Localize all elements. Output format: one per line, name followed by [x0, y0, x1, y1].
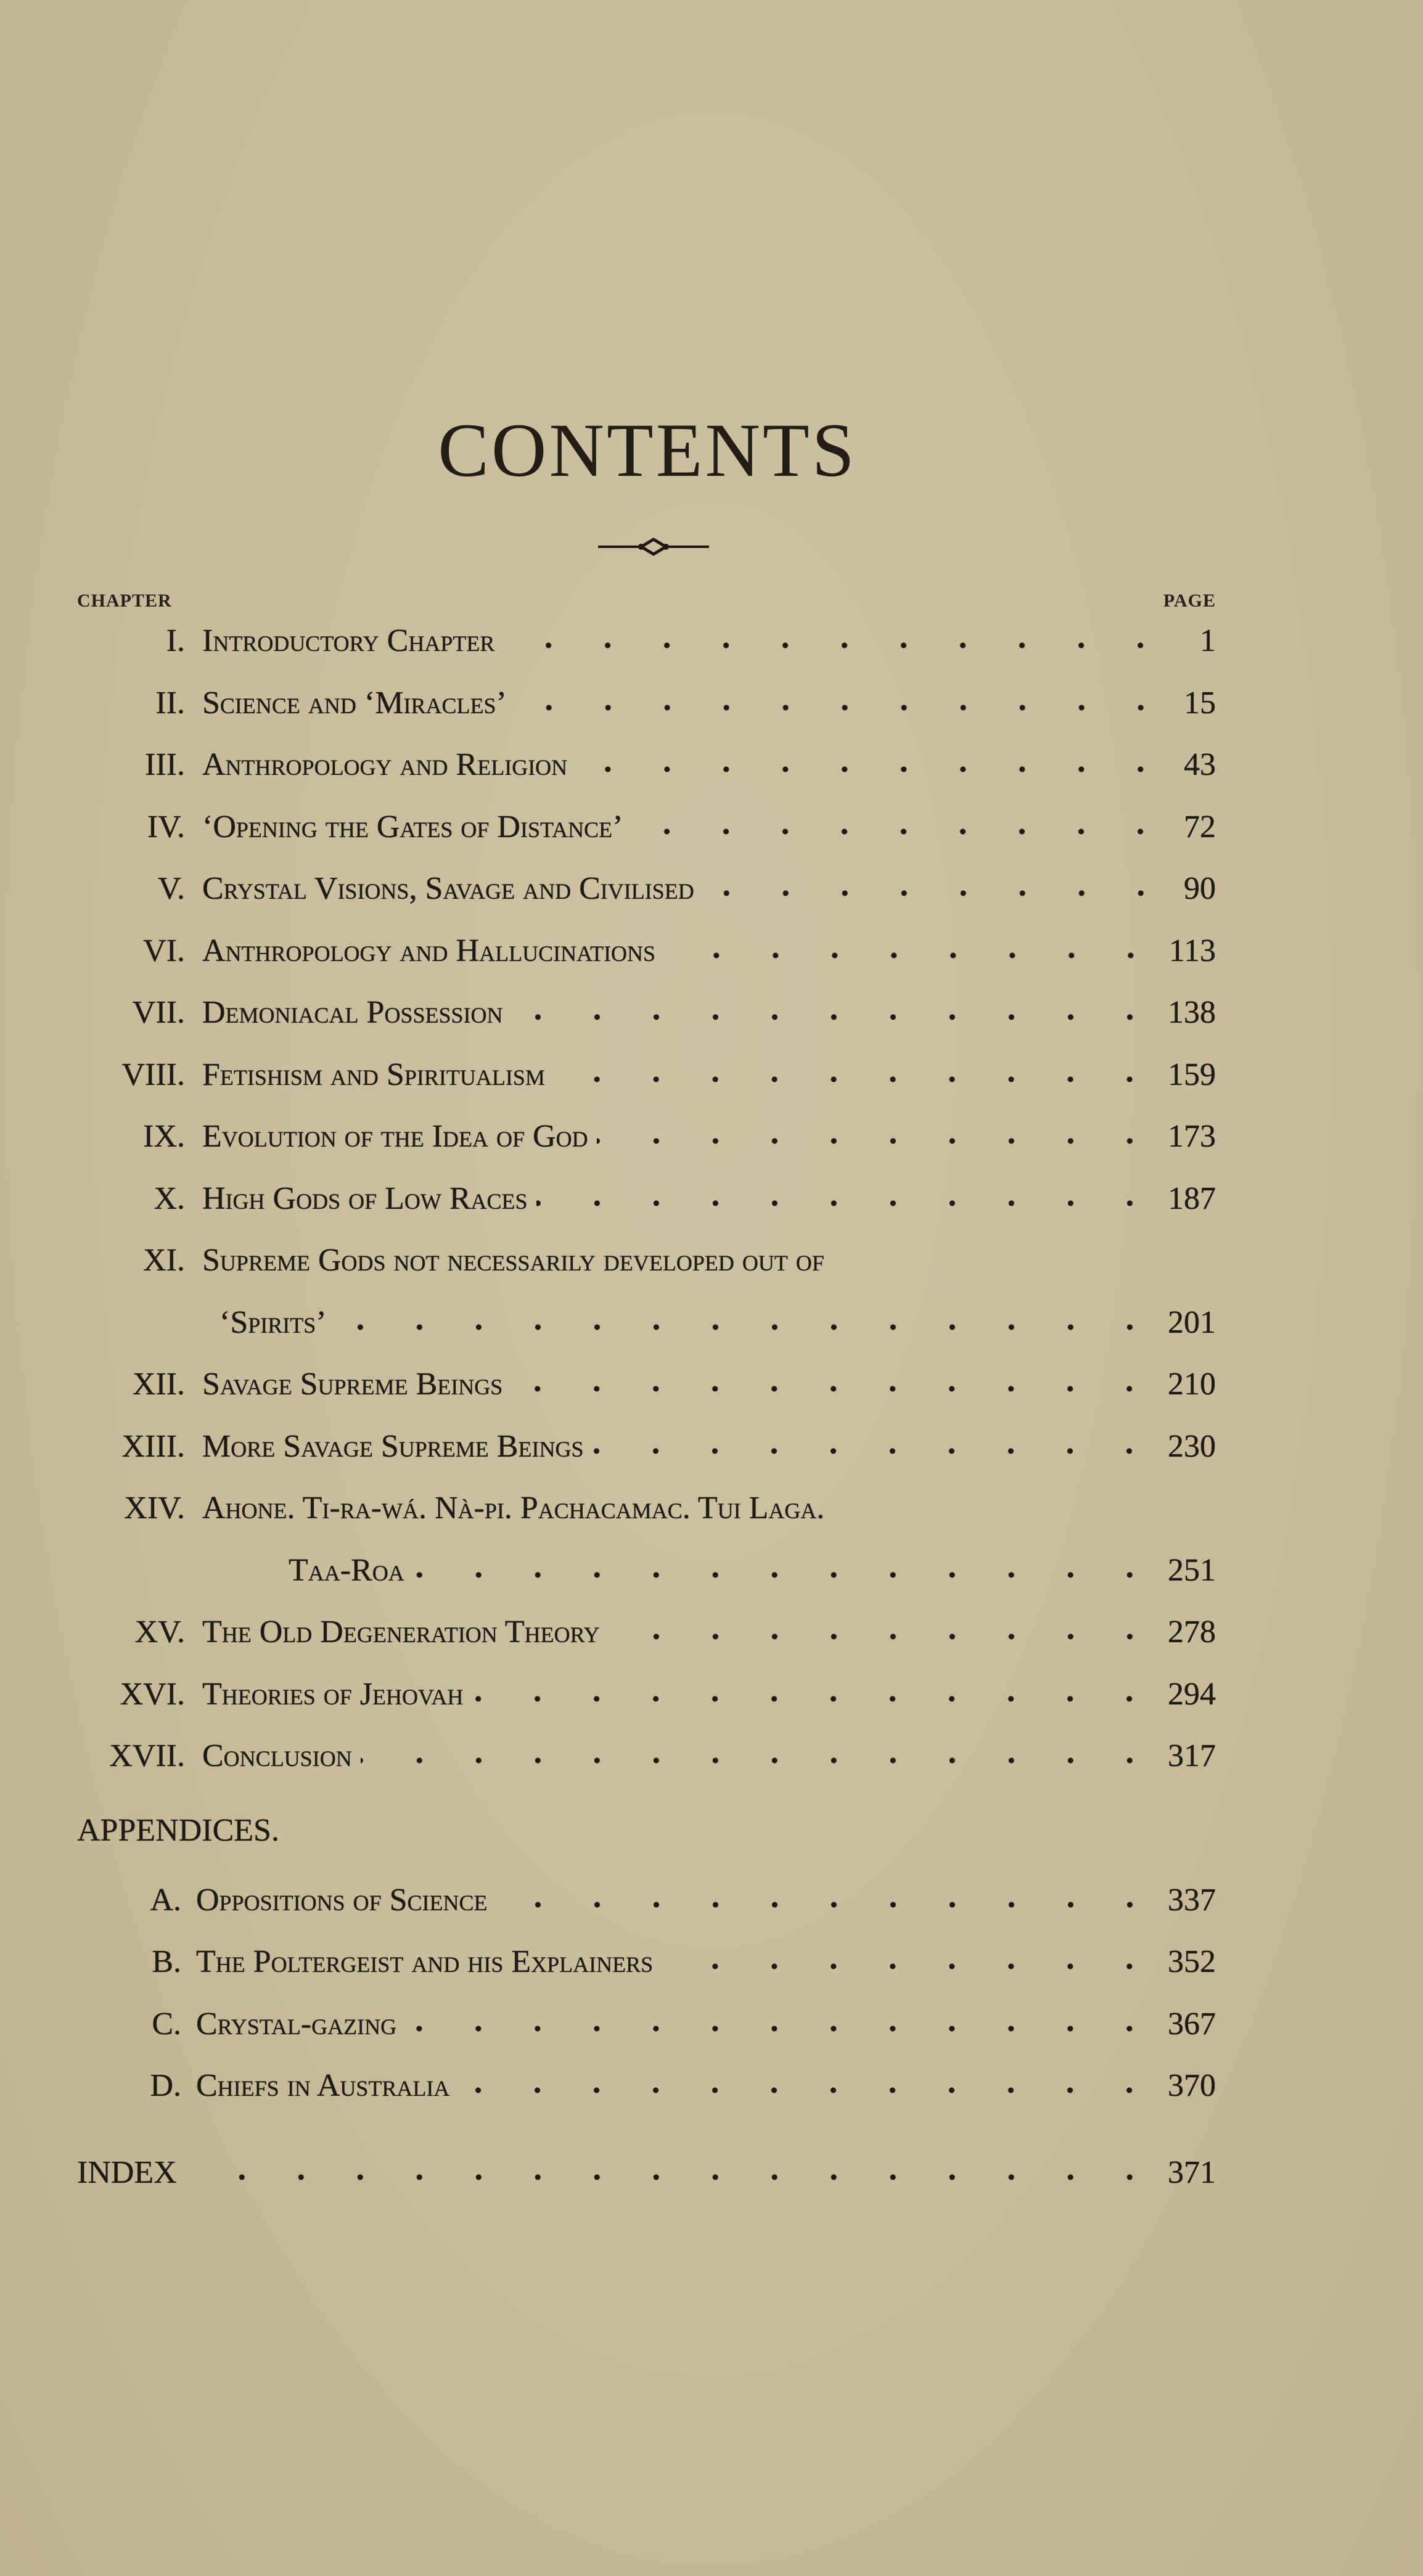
chapter-page: 210 [1168, 1367, 1216, 1402]
chapter-title: Supreme Gods not necessarily developed out of [202, 1243, 824, 1278]
chapter-entry[interactable] [0, 1242, 1216, 1285]
chapter-number: XIV. [124, 1490, 185, 1526]
chapter-page: 173 [1168, 1119, 1216, 1154]
chapter-number: XVII. [109, 1738, 185, 1773]
chapter-number: XI. [143, 1243, 185, 1278]
dot-leader [335, 1323, 1159, 1331]
dot-leader [496, 1900, 1159, 1909]
appendix-title: Oppositions of Science [196, 1882, 488, 1918]
chapter-number: II. [155, 685, 185, 721]
dot-leader [472, 1695, 1159, 1703]
chapter-title-continued: ‘Spirits’ [219, 1304, 327, 1340]
appendix-page: 367 [1168, 2006, 1216, 2042]
dot-leader [554, 1075, 1159, 1084]
chapter-entry[interactable] [0, 623, 1216, 666]
dot-leader [511, 1384, 1159, 1393]
chapter-page: 294 [1168, 1676, 1216, 1712]
chapter-title: Fetishism and Spiritualism [202, 1057, 545, 1092]
chapter-page: 317 [1168, 1738, 1216, 1773]
chapter-entry[interactable] [0, 933, 1216, 976]
appendix-title: Chiefs in Australia [196, 2068, 450, 2103]
chapter-entry[interactable] [0, 994, 1216, 1037]
chapter-number: XII. [132, 1367, 185, 1402]
chapter-entry[interactable] [0, 809, 1216, 852]
chapter-entry[interactable] [0, 746, 1216, 790]
chapter-entry[interactable] [0, 1614, 1216, 1657]
dot-leader [413, 1571, 1159, 1579]
chapter-title: ‘Opening the Gates of Distance’ [202, 809, 623, 844]
chapter-number: I. [166, 623, 185, 658]
chapter-title: High Gods of Low Races [202, 1180, 528, 1216]
chapter-title: Conclusion [202, 1738, 352, 1773]
chapter-entry[interactable] [0, 1428, 1216, 1471]
chapter-number: X. [154, 1180, 185, 1216]
chapter-title: Evolution of the Idea of God [202, 1119, 588, 1154]
chapter-entry[interactable] [0, 1738, 1216, 1781]
appendix-letter: C. [152, 2006, 181, 2042]
dot-leader [609, 1632, 1159, 1641]
chapter-page: 278 [1168, 1614, 1216, 1650]
chapter-title: Ahone. Ti-ra-wá. Nà-pi. Pachacamac. Tui Laga. [202, 1490, 825, 1526]
chapter-entry[interactable] [0, 1180, 1216, 1224]
chapter-title: Savage Supreme Beings [202, 1367, 503, 1402]
chapter-title: Science and ‘Miracles’ [202, 685, 507, 721]
chapter-page: 72 [1184, 809, 1216, 844]
chapter-entry[interactable] [0, 1057, 1216, 1100]
chapter-number: XIII. [121, 1428, 185, 1464]
dot-leader [664, 951, 1160, 960]
chapter-entry-continued[interactable] [0, 1552, 1216, 1595]
chapter-entry[interactable] [0, 1366, 1216, 1409]
appendix-entry[interactable] [0, 1882, 1216, 1925]
chapter-column-label: CHAPTER [77, 591, 172, 611]
dot-leader [515, 703, 1170, 712]
appendix-letter: B. [152, 1944, 181, 1979]
appendix-title: The Poltergeist and his Explainers [196, 1944, 654, 1979]
dot-leader [576, 765, 1170, 774]
chapter-number: VIII. [121, 1057, 185, 1092]
dot-leader [597, 1137, 1159, 1145]
dot-leader [631, 827, 1170, 836]
chapter-entry[interactable] [0, 870, 1216, 914]
chapter-number: IV. [147, 809, 185, 844]
chapter-title: Demoniacal Possession [202, 995, 503, 1030]
dot-leader [536, 1199, 1159, 1208]
chapter-title: More Savage Supreme Beings [202, 1428, 584, 1464]
chapter-entry[interactable] [0, 1676, 1216, 1719]
dot-leader [405, 2024, 1159, 2033]
chapter-title: Introductory Chapter [202, 623, 495, 658]
chapter-number: III. [145, 747, 185, 782]
chapter-page: 251 [1168, 1552, 1216, 1588]
ornament-divider-icon [592, 538, 715, 556]
chapter-title-continued: Taa-Roa [289, 1552, 404, 1588]
chapter-number: VI. [143, 933, 185, 968]
page-title: CONTENTS [438, 408, 857, 493]
dot-leader [592, 1447, 1159, 1455]
appendix-title: Crystal-gazing [196, 2006, 397, 2042]
page-column-label: PAGE [1163, 591, 1216, 611]
dot-leader [458, 2086, 1159, 2095]
chapter-page: 113 [1168, 933, 1216, 968]
appendix-entry[interactable] [0, 2067, 1216, 2111]
dot-leader [703, 889, 1170, 898]
index-entry[interactable] [77, 2154, 1216, 2191]
appendix-letter: A. [150, 1882, 181, 1918]
chapter-title: Anthropology and Religion [202, 747, 568, 782]
appendix-entry[interactable] [0, 1944, 1216, 1987]
chapter-title: Theories of Jehovah [202, 1676, 464, 1712]
chapter-page: 159 [1168, 1057, 1216, 1092]
chapter-page: 1 [1200, 623, 1216, 658]
chapter-page: 15 [1184, 685, 1216, 721]
appendices-heading: APPENDICES. [77, 1812, 279, 1848]
chapter-number: V. [158, 871, 185, 906]
chapter-title: The Old Degeneration Theory [202, 1614, 600, 1650]
index-page: 371 [1168, 2154, 1216, 2190]
chapter-entry-continued[interactable] [0, 1304, 1216, 1347]
appendix-page: 337 [1168, 1882, 1216, 1918]
dot-leader [503, 641, 1170, 650]
appendix-letter: D. [150, 2068, 181, 2103]
chapter-page: 138 [1168, 995, 1216, 1030]
appendix-entry[interactable] [0, 2006, 1216, 2049]
chapter-number: XVI. [120, 1676, 185, 1712]
appendix-page: 370 [1168, 2068, 1216, 2103]
chapter-number: VII. [132, 995, 185, 1030]
dot-leader [186, 2173, 1159, 2181]
chapter-entry[interactable] [0, 1118, 1216, 1161]
dot-leader [361, 1756, 1159, 1765]
chapter-number: IX. [143, 1119, 185, 1154]
chapter-page: 187 [1168, 1180, 1216, 1216]
chapter-number: XV. [134, 1614, 185, 1650]
chapter-page: 230 [1168, 1428, 1216, 1464]
chapter-page: 201 [1168, 1304, 1216, 1340]
dot-leader [662, 1962, 1159, 1971]
chapter-page: 90 [1184, 871, 1216, 906]
chapter-title: Anthropology and Hallucinations [202, 933, 656, 968]
dot-leader [512, 1013, 1159, 1021]
appendix-page: 352 [1168, 1944, 1216, 1979]
chapter-page: 43 [1184, 747, 1216, 782]
index-label: INDEX [77, 2154, 177, 2190]
chapter-entry[interactable] [0, 1490, 1216, 1533]
chapter-title: Crystal Visions, Savage and Civilised [202, 871, 694, 906]
chapter-entry[interactable] [0, 685, 1216, 728]
